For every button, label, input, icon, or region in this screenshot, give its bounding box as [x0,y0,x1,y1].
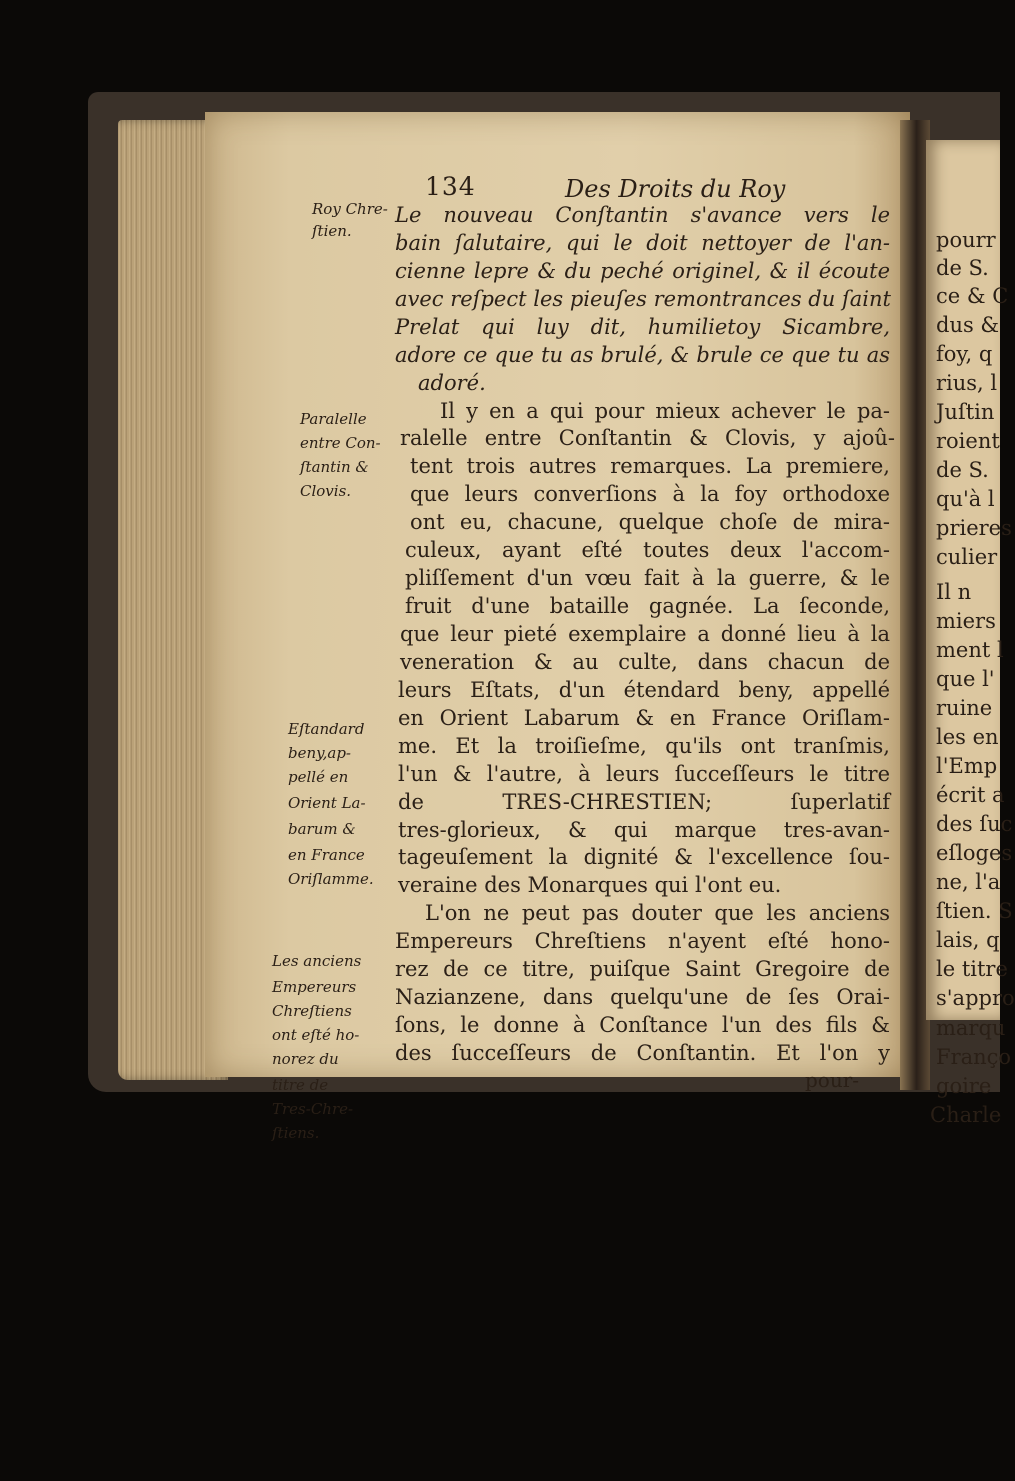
facing-line: ne, l'a [936,870,1001,894]
margin-note-line: Oriſlamme. [288,870,374,888]
facing-line: qu'à l [936,487,995,511]
text-line: avec reſpect les pieuſes remontrances du ſaint [395,286,891,311]
text-line: rez de ce titre, puiſque Saint Gregoire de [395,957,890,982]
text-line: Prelat qui luy dit, humilietoy Sicambre, [395,314,890,339]
text-line: de TRES-CHRESTIEN; ſuperlatif [398,789,890,814]
text-line: Il y en a qui pour mieux achever le pa- [440,398,890,423]
facing-line: de S. [936,458,989,482]
margin-note-line: Tres-Chre- [272,1100,354,1118]
text-line: Empereurs Chreſtiens n'ayent eſté hono- [395,929,890,954]
facing-line: lais, q [936,928,1000,952]
facing-line: eſloges [936,841,1013,865]
facing-line: ce & C [936,284,1009,308]
page-header [425,172,786,203]
facing-line: s'appro [936,986,1015,1010]
facing-line: prieres [936,516,1012,540]
text-line: ralelle entre Conſtantin & Clovis, y ajoû- [400,426,895,451]
margin-note-line: Clovis. [300,482,352,500]
text-line: pliſſement d'un vœu fait à la guerre, & le [405,566,890,591]
facing-line: roient [936,429,1000,453]
right-page [926,140,1015,1020]
margin-note-line: Chreſtiens [272,1002,352,1020]
text-line: me. Et la troiſieſme, qu'ils ont tranſmis, [398,733,890,758]
text-line: que leur pieté exemplaire a donné lieu à la [400,622,890,646]
margin-note-line: en France [288,846,365,864]
text-line: tageuſement la dignité & l'excellence ſou- [398,845,890,870]
facing-line: de S. [936,256,989,280]
facing-line: Il n [936,580,972,604]
facing-line: pourr [936,228,996,252]
facing-line: ſtien. S [936,899,1013,923]
margin-note-line: Paralelle [300,410,367,428]
margin-note-line: ſtantin & [300,458,369,476]
text-line: L'on ne peut pas douter que les anciens [425,901,890,926]
page-number: 134 [425,172,476,201]
text-line: adoré. [418,370,486,395]
text-line: bain ſalutaire, qui le doit nettoyer de l'an- [395,230,890,255]
facing-line: des ſuc [936,812,1013,836]
margin-note-line: Les anciens [272,952,362,970]
text-line: culeux, ayant eſté toutes deux l'accom- [405,538,890,563]
text-line: ont eu, chacune, quelque choſe de mira- [410,510,890,535]
facing-line: rius, l [936,371,998,395]
facing-line: que l' [936,667,995,691]
margin-note-line: barum & [288,820,356,838]
text-line: tent trois autres remarques. La premiere, [410,454,890,479]
facing-line: ment l [936,638,1004,662]
text-line: Le nouveau Conſtantin s'avance vers le [395,203,890,227]
facing-line: le titre [936,957,1008,981]
text-line: leurs Eſtats, d'un étendard beny, appellé [398,677,890,702]
margin-note-line: ont eſté ho- [272,1026,360,1044]
facing-line: écrit a [936,783,1005,807]
margin-note-line: Orient La- [288,794,366,812]
facing-line: foy, q [936,342,993,366]
facing-line: Charle [930,1103,1002,1127]
margin-note-line: Eſtandard [288,720,365,738]
facing-line: l'Emp [936,754,998,778]
text-line: l'un & l'autre, à leurs ſucceſſeurs le titre [398,761,890,786]
margin-note-line: beny,ap- [288,744,352,762]
margin-note-line: entre Con- [300,434,381,452]
facing-line: culier [936,545,998,569]
text-line: en Orient Labarum & en France Oriſlam- [398,705,890,730]
text-line: ſons, le donne à Conſtance l'un des fils & [395,1013,890,1038]
margin-note-line: norez du [272,1050,339,1068]
text-line: tres-glorieux, & qui marque tres-avan- [398,817,890,842]
text-line: cienne lepre & du peché originel, & il écoute [395,258,890,283]
facing-line: miers [936,609,996,633]
text-line: adore ce que tu as brulé, & brule ce que tu as [395,342,890,367]
catchword: pour- [805,1067,860,1092]
text-line: veraine des Monarques qui l'ont eu. [398,873,782,898]
margin-note-line: Empereurs [272,978,357,996]
text-line: Nazianzene, dans quelqu'une de ſes Orai- [395,985,890,1010]
text-line: veneration & au culte, dans chacun de [400,649,890,674]
facing-line: dus & [936,313,1000,337]
facing-line: marqu [936,1016,1006,1040]
facing-line: Juſtin [936,400,995,424]
text-line: fruit d'une bataille gagnée. La ſeconde, [405,594,890,619]
margin-note-line: pellé en [288,768,349,786]
margin-note-line: ſtien. [312,222,352,240]
text-line: des ſucceſſeurs de Conſtantin. Et l'on y [395,1041,890,1065]
facing-line: ruine [936,696,993,720]
facing-line: Franço [936,1045,1012,1069]
margin-note-line: titre de [272,1076,329,1094]
facing-line: les en [936,725,999,749]
facing-line: goire [936,1074,992,1098]
margin-note-line: Roy Chre- [312,200,388,218]
running-title: Des Droits du Roy [565,175,786,203]
text-line: que leurs converſions à la foy orthodoxe [410,482,890,507]
margin-note-line: ſtiens. [272,1124,320,1142]
